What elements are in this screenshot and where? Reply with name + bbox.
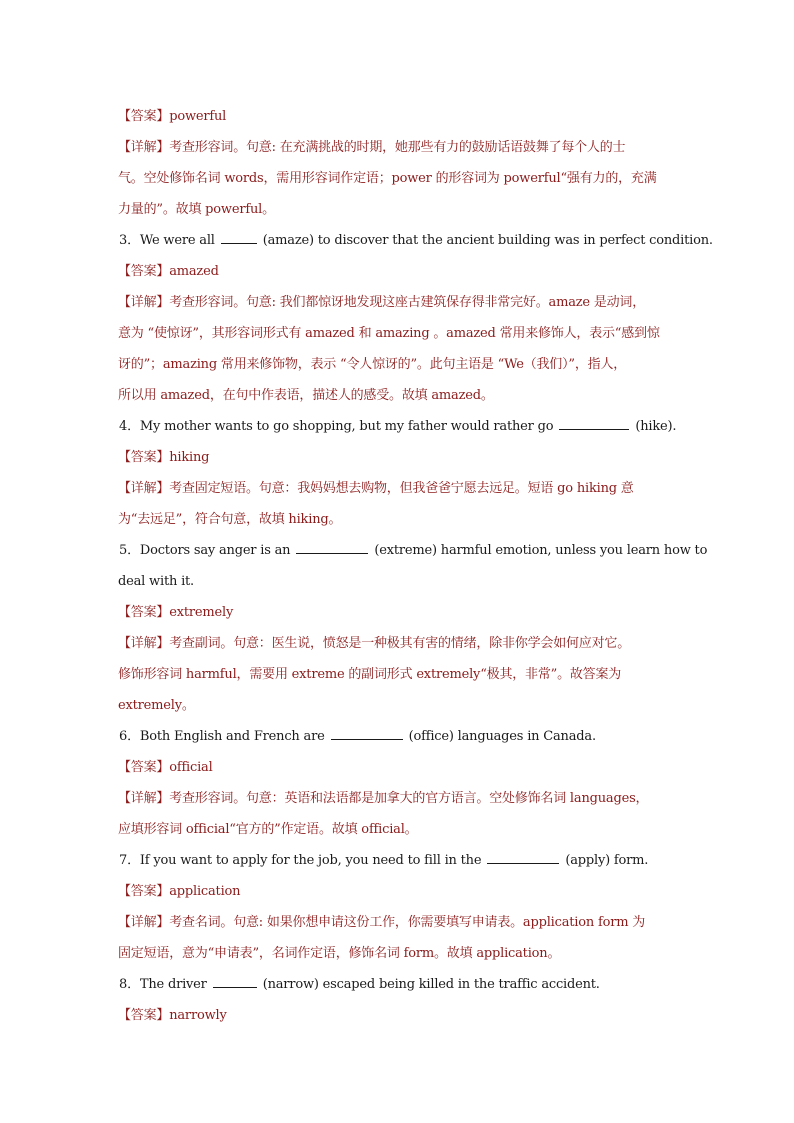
answer-line <box>118 256 676 287</box>
line-text: 考查名词。句意: 如果你想申请这份工作，你需要填写申请表。application form 为 <box>169 915 646 930</box>
line-text: deal with it. <box>118 574 194 589</box>
answer-tag: 【答案】 <box>118 109 170 124</box>
question-text-before: Doctors say anger is an <box>139 543 291 558</box>
line-text: 力量的”。故填 powerful。 <box>118 202 275 217</box>
question-text-after: (amaze) to discover that the ancient building was in perfect condition. <box>262 233 713 248</box>
question-text-after: (office) languages in Canada. <box>408 729 596 744</box>
question-text-after: (narrow) escaped being killed in the traffic accident. <box>262 977 600 992</box>
answer-tag: 【答案】 <box>118 450 170 465</box>
explanation-line <box>118 783 676 814</box>
answer-line <box>118 876 676 907</box>
continuation-line <box>118 194 676 225</box>
continuation-line <box>118 938 676 969</box>
explanation-line <box>118 907 676 938</box>
question-line <box>118 225 713 256</box>
line-text: 讶的”；amazing 常用来修饰物，表示 “令人惊讶的”。此句主语是 “We（我们）”，指人， <box>118 357 627 372</box>
question-line <box>118 969 676 1000</box>
question-number: 5． <box>119 543 140 558</box>
answer-text: official <box>169 760 213 775</box>
answer-text: amazed <box>169 264 219 279</box>
continuation-line <box>118 814 676 845</box>
question-line <box>118 845 676 876</box>
continuation-line <box>118 690 676 721</box>
question-text-before: My mother wants to go shopping, but my father would rather go <box>139 419 554 434</box>
explanation-tag: 【详解】 <box>118 791 170 806</box>
question-number: 8． <box>119 977 140 992</box>
continuation-line <box>118 566 676 597</box>
question-text-before: We were all <box>139 233 215 248</box>
line-text: 所以用 amazed，在句中作表语，描述人的感受。故填 amazed。 <box>118 388 494 403</box>
line-text: 考查固定短语。句意：我妈妈想去购物，但我爸爸宁愿去远足。短语 go hiking 意 <box>169 481 634 496</box>
answer-tag: 【答案】 <box>118 605 170 620</box>
continuation-line <box>118 349 676 380</box>
line-text: 应填形容词 official“官方的”作定语。故填 official。 <box>118 822 418 837</box>
explanation-tag: 【详解】 <box>118 481 170 496</box>
question-text-before: The driver <box>139 977 207 992</box>
explanation-line <box>118 132 676 163</box>
answer-blank <box>221 231 257 244</box>
answer-blank <box>296 541 368 554</box>
answer-line <box>118 442 676 473</box>
explanation-tag: 【详解】 <box>118 636 170 651</box>
answer-tag: 【答案】 <box>118 884 170 899</box>
answer-text: extremely <box>169 605 234 620</box>
answer-text: application <box>169 884 241 899</box>
line-text: 考查形容词。句意: 我们都惊讶地发现这座古建筑保存得非常完好。amaze 是动词， <box>169 295 646 310</box>
continuation-line <box>118 380 676 411</box>
explanation-line <box>118 628 676 659</box>
question-line <box>118 535 708 566</box>
answer-tag: 【答案】 <box>118 264 170 279</box>
line-text: 为“去远足”，符合句意，故填 hiking。 <box>118 512 342 527</box>
question-number: 4． <box>119 419 140 434</box>
explanation-tag: 【详解】 <box>118 915 170 930</box>
question-line <box>118 411 676 442</box>
question-text-after: (hike). <box>635 419 677 434</box>
answer-text: powerful <box>169 109 227 124</box>
continuation-line <box>118 318 676 349</box>
answer-blank <box>487 851 559 864</box>
answer-blank <box>331 727 403 740</box>
question-number: 6． <box>119 729 140 744</box>
answer-tag: 【答案】 <box>118 1008 170 1023</box>
answer-line <box>118 752 676 783</box>
explanation-line <box>118 287 676 318</box>
answer-blank <box>213 975 257 988</box>
question-text-before: If you want to apply for the job, you need to fill in the <box>139 853 482 868</box>
continuation-line <box>118 659 676 690</box>
continuation-line <box>118 504 676 535</box>
answer-line <box>118 101 676 132</box>
explanation-line <box>118 473 676 504</box>
line-text: 考查副词。句意：医生说，愤怒是一种极其有害的情绪，除非你学会如何应对它。 <box>169 636 631 651</box>
answer-line <box>118 597 676 628</box>
line-text: 固定短语，意为“申请表”，名词作定语，修饰名词 form。故填 application。 <box>118 946 561 961</box>
question-text-before: Both English and French are <box>139 729 325 744</box>
answer-tag: 【答案】 <box>118 760 170 775</box>
line-text: 气。空处修饰名词 words，需用形容词作定语；power 的形容词为 powerful“强有力的，充满 <box>118 171 657 186</box>
question-text-after: (extreme) harmful emotion, unless you learn how to <box>374 543 708 558</box>
question-number: 7． <box>119 853 140 868</box>
explanation-tag: 【详解】 <box>118 295 170 310</box>
line-text: extremely。 <box>118 698 195 713</box>
question-number: 3． <box>119 233 140 248</box>
answer-line <box>118 1000 676 1031</box>
answer-text: narrowly <box>169 1008 227 1023</box>
question-line <box>118 721 676 752</box>
line-text: 考查形容词。句意：英语和法语都是加拿大的官方语言。空处修饰名词 languages， <box>169 791 649 806</box>
line-text: 修饰形容词 harmful，需要用 extreme 的副词形式 extremely“极其，非常”。故答案为 <box>118 667 622 682</box>
answer-text: hiking <box>169 450 210 465</box>
continuation-line <box>118 163 676 194</box>
line-text: 考查形容词。句意: 在充满挑战的时期，她那些有力的鼓励话语鼓舞了每个人的士 <box>169 140 626 155</box>
explanation-tag: 【详解】 <box>118 140 170 155</box>
line-text: 意为 “使惊讶”，其形容词形式有 amazed 和 amazing 。amazed 常用来修饰人，表示“感到惊 <box>118 326 660 341</box>
question-text-after: (apply) form. <box>565 853 649 868</box>
answer-blank <box>559 417 629 430</box>
